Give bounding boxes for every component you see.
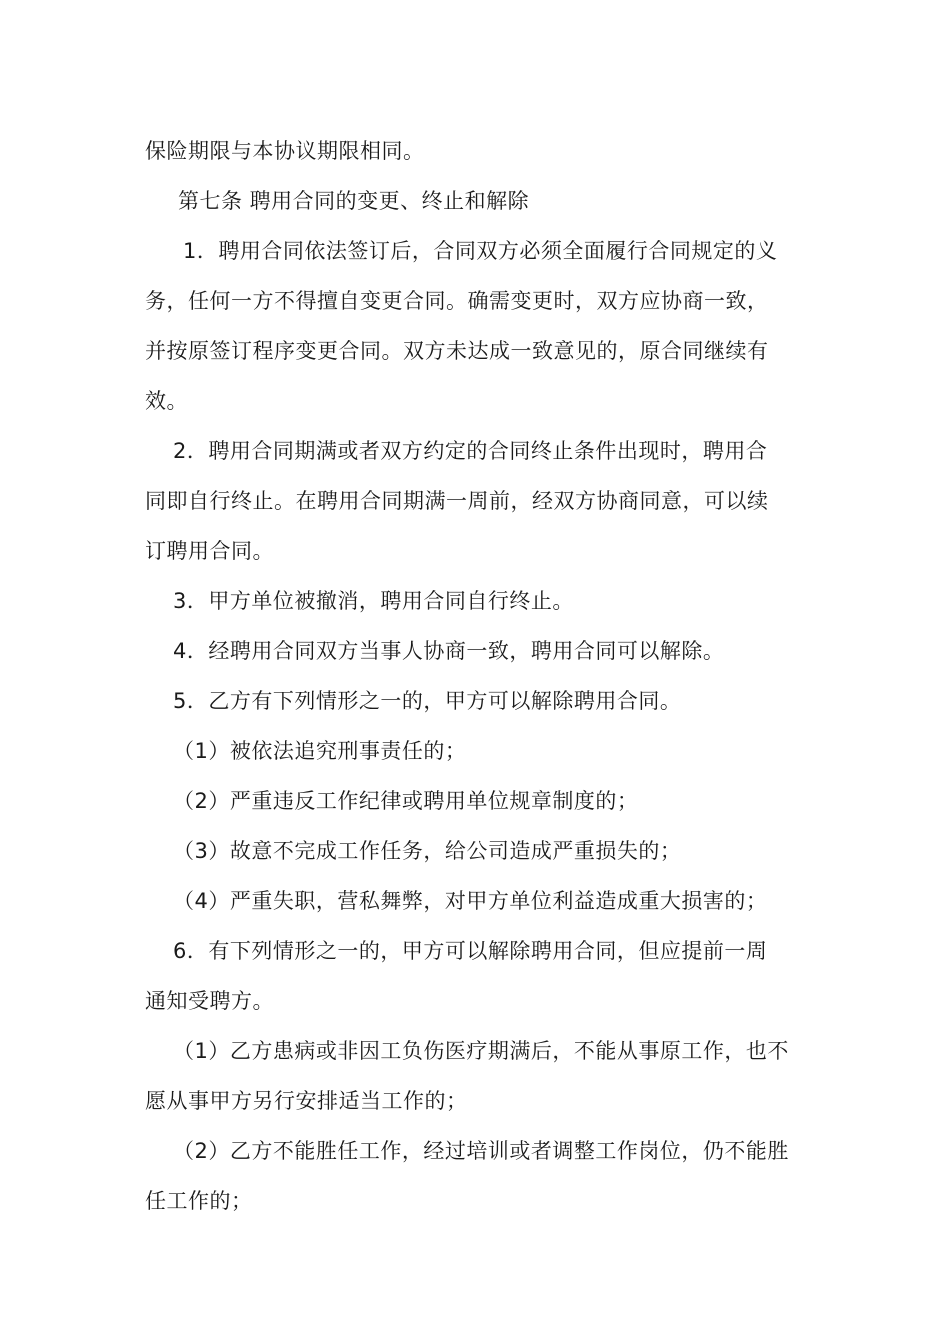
text-line: 6．有下列情形之一的，甲方可以解除聘用合同，但应提前一周 bbox=[173, 939, 768, 963]
text-line: 同即自行终止。在聘用合同期满一周前，经双方协商同意，可以续 bbox=[145, 489, 769, 513]
text-line: 订聘用合同。 bbox=[145, 539, 274, 563]
text-line: 效。 bbox=[145, 389, 188, 413]
text-line: 2．聘用合同期满或者双方约定的合同终止条件出现时，聘用合 bbox=[173, 439, 768, 463]
text-line: （2）严重违反工作纪律或聘用单位规章制度的； bbox=[173, 789, 639, 813]
text-line: （4）严重失职，营私舞弊，对甲方单位利益造成重大损害的； bbox=[173, 889, 768, 913]
text-line: （2）乙方不能胜任工作，经过培训或者调整工作岗位，仍不能胜 bbox=[173, 1139, 789, 1163]
text-line: 4．经聘用合同双方当事人协商一致，聘用合同可以解除。 bbox=[173, 639, 725, 663]
text-line: 3．甲方单位被撤消，聘用合同自行终止。 bbox=[173, 589, 574, 613]
text-line: 保险期限与本协议期限相同。 bbox=[145, 139, 425, 163]
text-line: 1．聘用合同依法签订后，合同双方必须全面履行合同规定的义 bbox=[183, 239, 778, 263]
text-line: 通知受聘方。 bbox=[145, 989, 274, 1013]
text-line: （1）乙方患病或非因工负伤医疗期满后，不能从事原工作，也不 bbox=[173, 1039, 789, 1063]
text-line: 愿从事甲方另行安排适当工作的； bbox=[145, 1089, 468, 1113]
article-heading: 第七条 聘用合同的变更、终止和解除 bbox=[178, 189, 530, 213]
text-line: 任工作的； bbox=[145, 1189, 253, 1213]
text-line: 5．乙方有下列情形之一的，甲方可以解除聘用合同。 bbox=[173, 689, 682, 713]
text-line: 并按原签订程序变更合同。双方未达成一致意见的，原合同继续有 bbox=[145, 339, 769, 363]
text-line: （1）被依法追究刑事责任的； bbox=[173, 739, 467, 763]
text-line: （3）故意不完成工作任务，给公司造成严重损失的； bbox=[173, 839, 682, 863]
text-line: 务，任何一方不得擅自变更合同。确需变更时，双方应协商一致， bbox=[145, 289, 769, 313]
